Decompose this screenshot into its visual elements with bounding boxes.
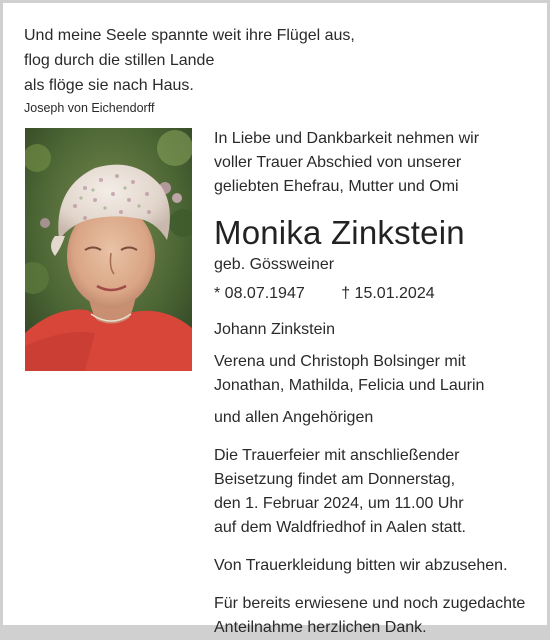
life-dates bbox=[214, 282, 534, 306]
poem-block bbox=[24, 23, 504, 118]
poem-author: Joseph von Eichendorff bbox=[24, 101, 155, 115]
portrait-illustration bbox=[25, 128, 192, 371]
intro-line: In Liebe und Dankbarkeit nehmen wir bbox=[214, 130, 480, 147]
thanks-line: Für bereits erwiesene und noch zugedachte bbox=[214, 595, 526, 612]
ceremony-line: Beisetzung findet am Donnerstag, bbox=[214, 471, 456, 488]
obituary-text bbox=[214, 127, 534, 640]
thanks-line: Anteilnahme herzlichen Dank. bbox=[214, 619, 427, 636]
clothing-note: Von Trauerkleidung bitten wir abzusehen. bbox=[214, 557, 508, 574]
poem-line: Und meine Seele spannte weit ihre Flügel aus, bbox=[24, 27, 355, 44]
obituary-card bbox=[3, 3, 547, 636]
family-line: Jonathan, Mathilda, Felicia und Laurin bbox=[214, 377, 485, 394]
other-relatives: und allen Angehörigen bbox=[214, 409, 374, 426]
ceremony-line: auf dem Waldfriedhof in Aalen statt. bbox=[214, 519, 466, 536]
ceremony-line: Die Trauerfeier mit anschließender bbox=[214, 447, 460, 464]
deceased-name: Monika Zinkstein bbox=[214, 214, 465, 251]
intro-line: voller Trauer Abschied von unserer bbox=[214, 154, 462, 171]
poem-line: als flöge sie nach Haus. bbox=[24, 77, 194, 94]
spouse-name: Johann Zinkstein bbox=[214, 321, 335, 338]
ceremony-line: den 1. Februar 2024, um 11.00 Uhr bbox=[214, 495, 464, 512]
birth-date: * 08.07.1947 bbox=[214, 285, 305, 302]
birth-name: geb. Gössweiner bbox=[214, 256, 335, 273]
intro-line: geliebten Ehefrau, Mutter und Omi bbox=[214, 178, 459, 195]
family-line: Verena und Christoph Bolsinger mit bbox=[214, 353, 466, 370]
portrait-photo bbox=[25, 128, 192, 371]
poem-line: flog durch die stillen Lande bbox=[24, 52, 215, 69]
death-date: † 15.01.2024 bbox=[341, 285, 435, 302]
